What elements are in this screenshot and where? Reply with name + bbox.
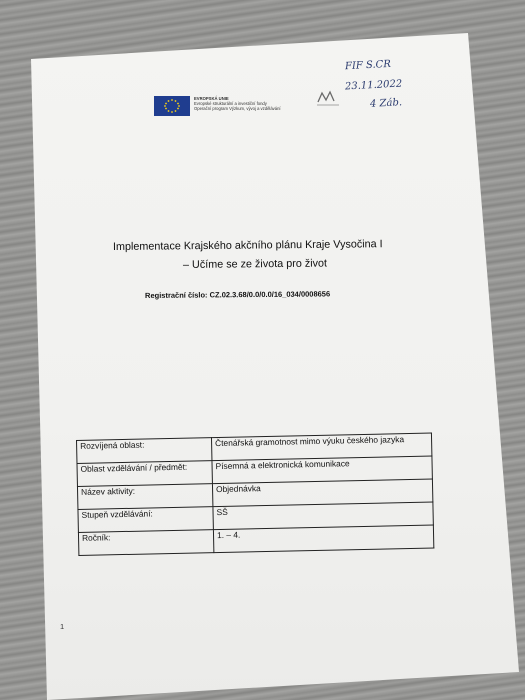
registration-number: Registrační číslo: CZ.02.3.68/0.0/0.0/16_034/0008656 <box>144 289 331 300</box>
msmt-logo <box>315 88 341 108</box>
eu-logo-text: EVROPSKÁ UNIE Evropské strukturální a investiční fondy Operační program Výzkum, vývoj a vzdělávání <box>194 96 281 111</box>
handwritten-signature: 4 Záb. <box>369 97 403 110</box>
handwritten-date: 23.11.2022 <box>344 78 403 93</box>
table-value: Čtenářská gramotnost mimo výuku českého jazyka <box>211 433 431 461</box>
table-value: Objednávka <box>212 479 432 507</box>
handwritten-note: FIF S.CR <box>344 58 392 73</box>
table-label: Název aktivity: <box>77 484 212 510</box>
table-label: Oblast vzdělávání / předmět: <box>77 461 212 487</box>
table-value: Písemná a elektronická komunikace <box>212 456 432 484</box>
page-number: 1 <box>60 622 65 631</box>
info-table <box>76 433 434 556</box>
table-value: SŠ <box>213 502 433 530</box>
table-value: 1. – 4. <box>213 525 433 553</box>
document-title-line2: – Učíme se ze života pro život <box>182 257 328 271</box>
document-title-line1: Implementace Krajského akčního plánu Kraje Vysočina I <box>112 238 383 253</box>
table-label: Stupeň vzdělávání: <box>78 507 213 533</box>
eu-flag-logo <box>154 96 190 116</box>
table-label: Rozvíjená oblast: <box>77 438 212 464</box>
table-label: Ročník: <box>78 530 213 556</box>
